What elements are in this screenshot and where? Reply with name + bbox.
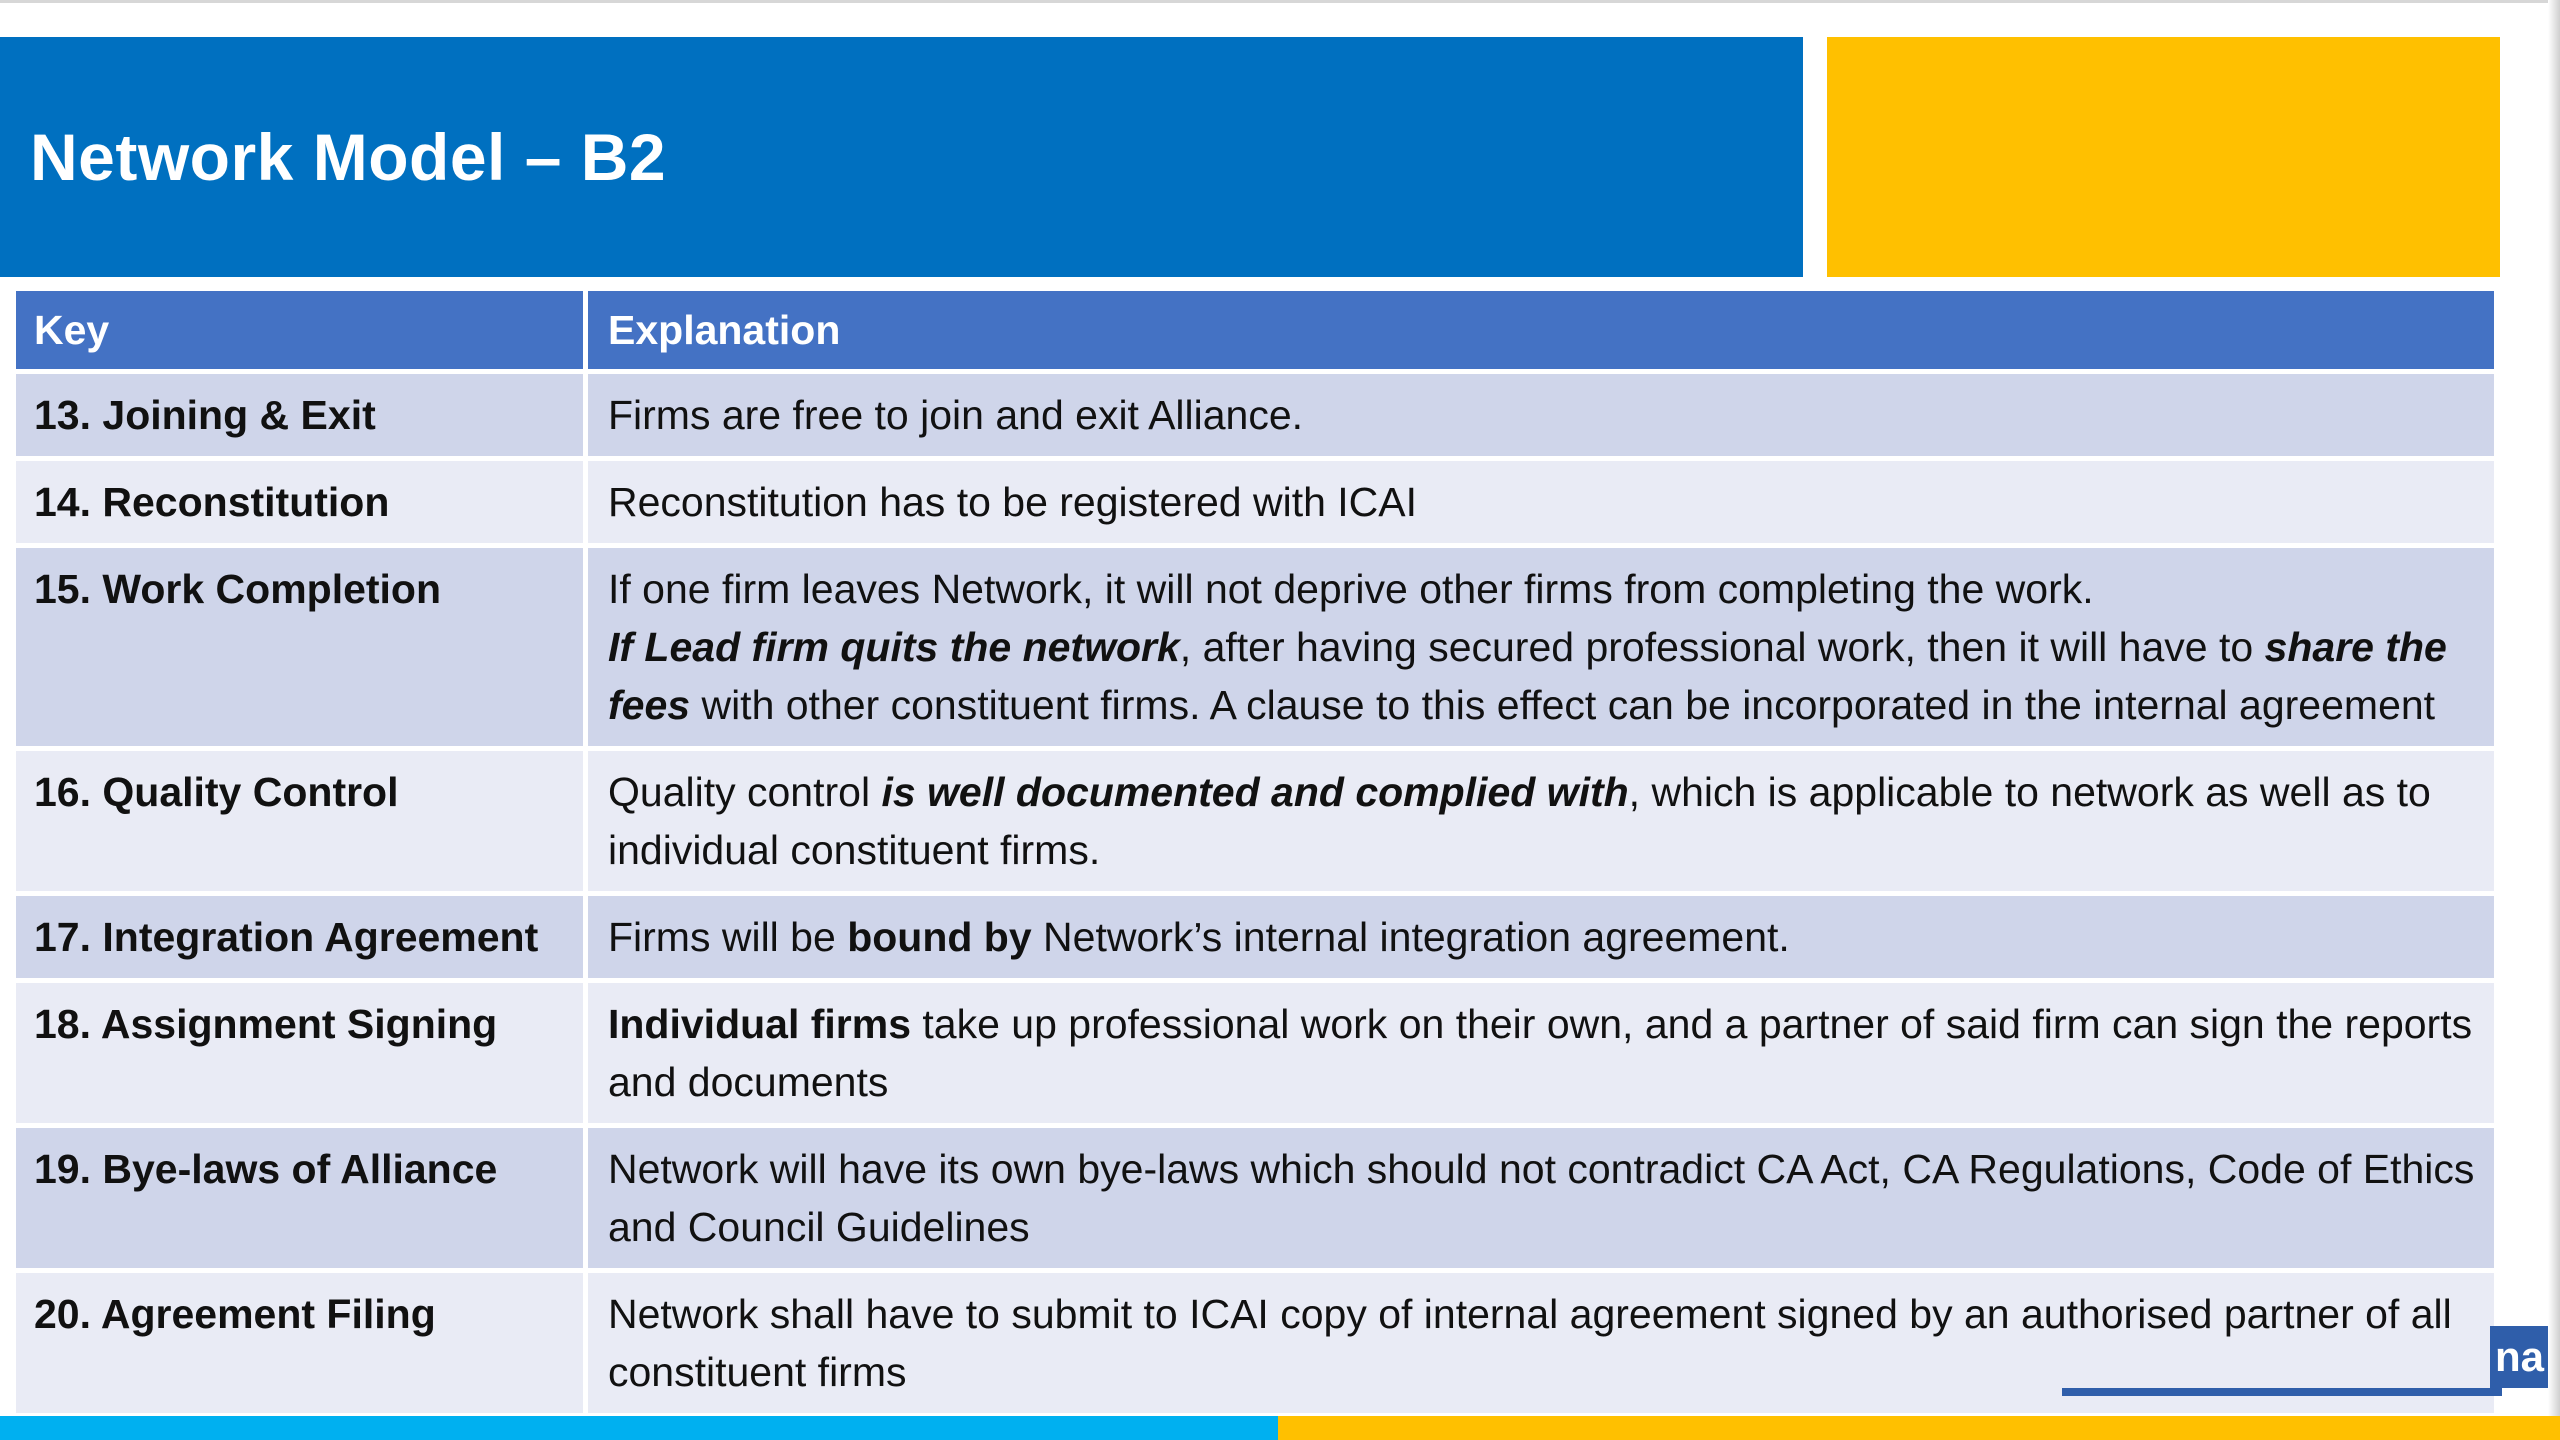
text-segment: If one firm leaves Network, it will not deprive other firms from completing the work. <box>608 566 2094 612</box>
slide-title: Network Model – B2 <box>30 120 667 194</box>
emphasized-text: Individual firms <box>608 1001 911 1047</box>
emphasized-text: If Lead firm quits the network <box>608 624 1180 670</box>
row-key: 20. Agreement Filing <box>16 1273 588 1413</box>
row-key: 14. Reconstitution <box>16 461 588 543</box>
right-edge-shadow <box>2548 0 2560 1440</box>
row-key: 17. Integration Agreement <box>16 896 588 978</box>
text-segment: take up professional work on their own, and a partner of said firm can sign the reports and documents <box>608 1001 2473 1105</box>
text-segment: Quality control <box>608 769 882 815</box>
text-segment: with other constituent firms. A clause to this effect can be incorporated in the internal agreement <box>690 682 2436 728</box>
table-row <box>16 751 2494 891</box>
emphasized-text: is well documented and complied with <box>881 769 1629 815</box>
table-row <box>16 896 2494 978</box>
explanation-table <box>16 291 2494 1413</box>
text-segment: Network will have its own bye-laws which should not contradict CA Act, CA Regulations, Code of Ethics and Council Guidelines <box>608 1146 2475 1250</box>
row-explanation <box>588 751 2494 891</box>
row-explanation <box>588 374 2494 456</box>
text-segment: Network shall have to submit to ICAI copy of internal agreement signed by an authorised partner of all constituent firms <box>608 1291 2452 1395</box>
row-explanation <box>588 548 2494 746</box>
text-segment: Firms will be <box>608 914 848 960</box>
table-row <box>16 983 2494 1123</box>
text-segment: , which is applicable to network as well as to individual constituent firms. <box>608 769 2431 873</box>
logo-fragment: na <box>2490 1326 2548 1388</box>
emphasized-text: bound by <box>847 914 1032 960</box>
row-explanation <box>588 461 2494 543</box>
header-explanation: Explanation <box>588 291 2494 369</box>
header-key: Key <box>16 291 588 369</box>
row-key: 13. Joining & Exit <box>16 374 588 456</box>
text-segment: , after having secured professional work, then it will have to <box>1179 624 2265 670</box>
text-segment: Reconstitution has to be registered with ICAI <box>608 479 1418 525</box>
text-segment: Firms are free to join and exit Alliance. <box>608 392 1304 438</box>
row-key: 19. Bye-laws of Alliance <box>16 1128 588 1268</box>
table-row <box>16 1128 2494 1268</box>
emphasized-text: share the fees <box>608 624 2447 728</box>
row-key: 15. Work Completion <box>16 548 588 746</box>
table-row <box>16 374 2494 456</box>
logo-underline <box>2062 1388 2502 1396</box>
footer-stripe-blue <box>0 1416 1278 1440</box>
row-key: 18. Assignment Signing <box>16 983 588 1123</box>
title-bar <box>0 37 1803 277</box>
row-explanation <box>588 983 2494 1123</box>
top-border <box>0 0 2560 3</box>
table-header-row <box>16 291 2494 369</box>
row-explanation <box>588 896 2494 978</box>
text-segment: Network’s internal integration agreement. <box>1031 914 1790 960</box>
table-row <box>16 461 2494 543</box>
accent-block <box>1827 37 2500 277</box>
row-key: 16. Quality Control <box>16 751 588 891</box>
row-explanation <box>588 1128 2494 1268</box>
table-row <box>16 548 2494 746</box>
footer-stripe-gold <box>1278 1416 2560 1440</box>
